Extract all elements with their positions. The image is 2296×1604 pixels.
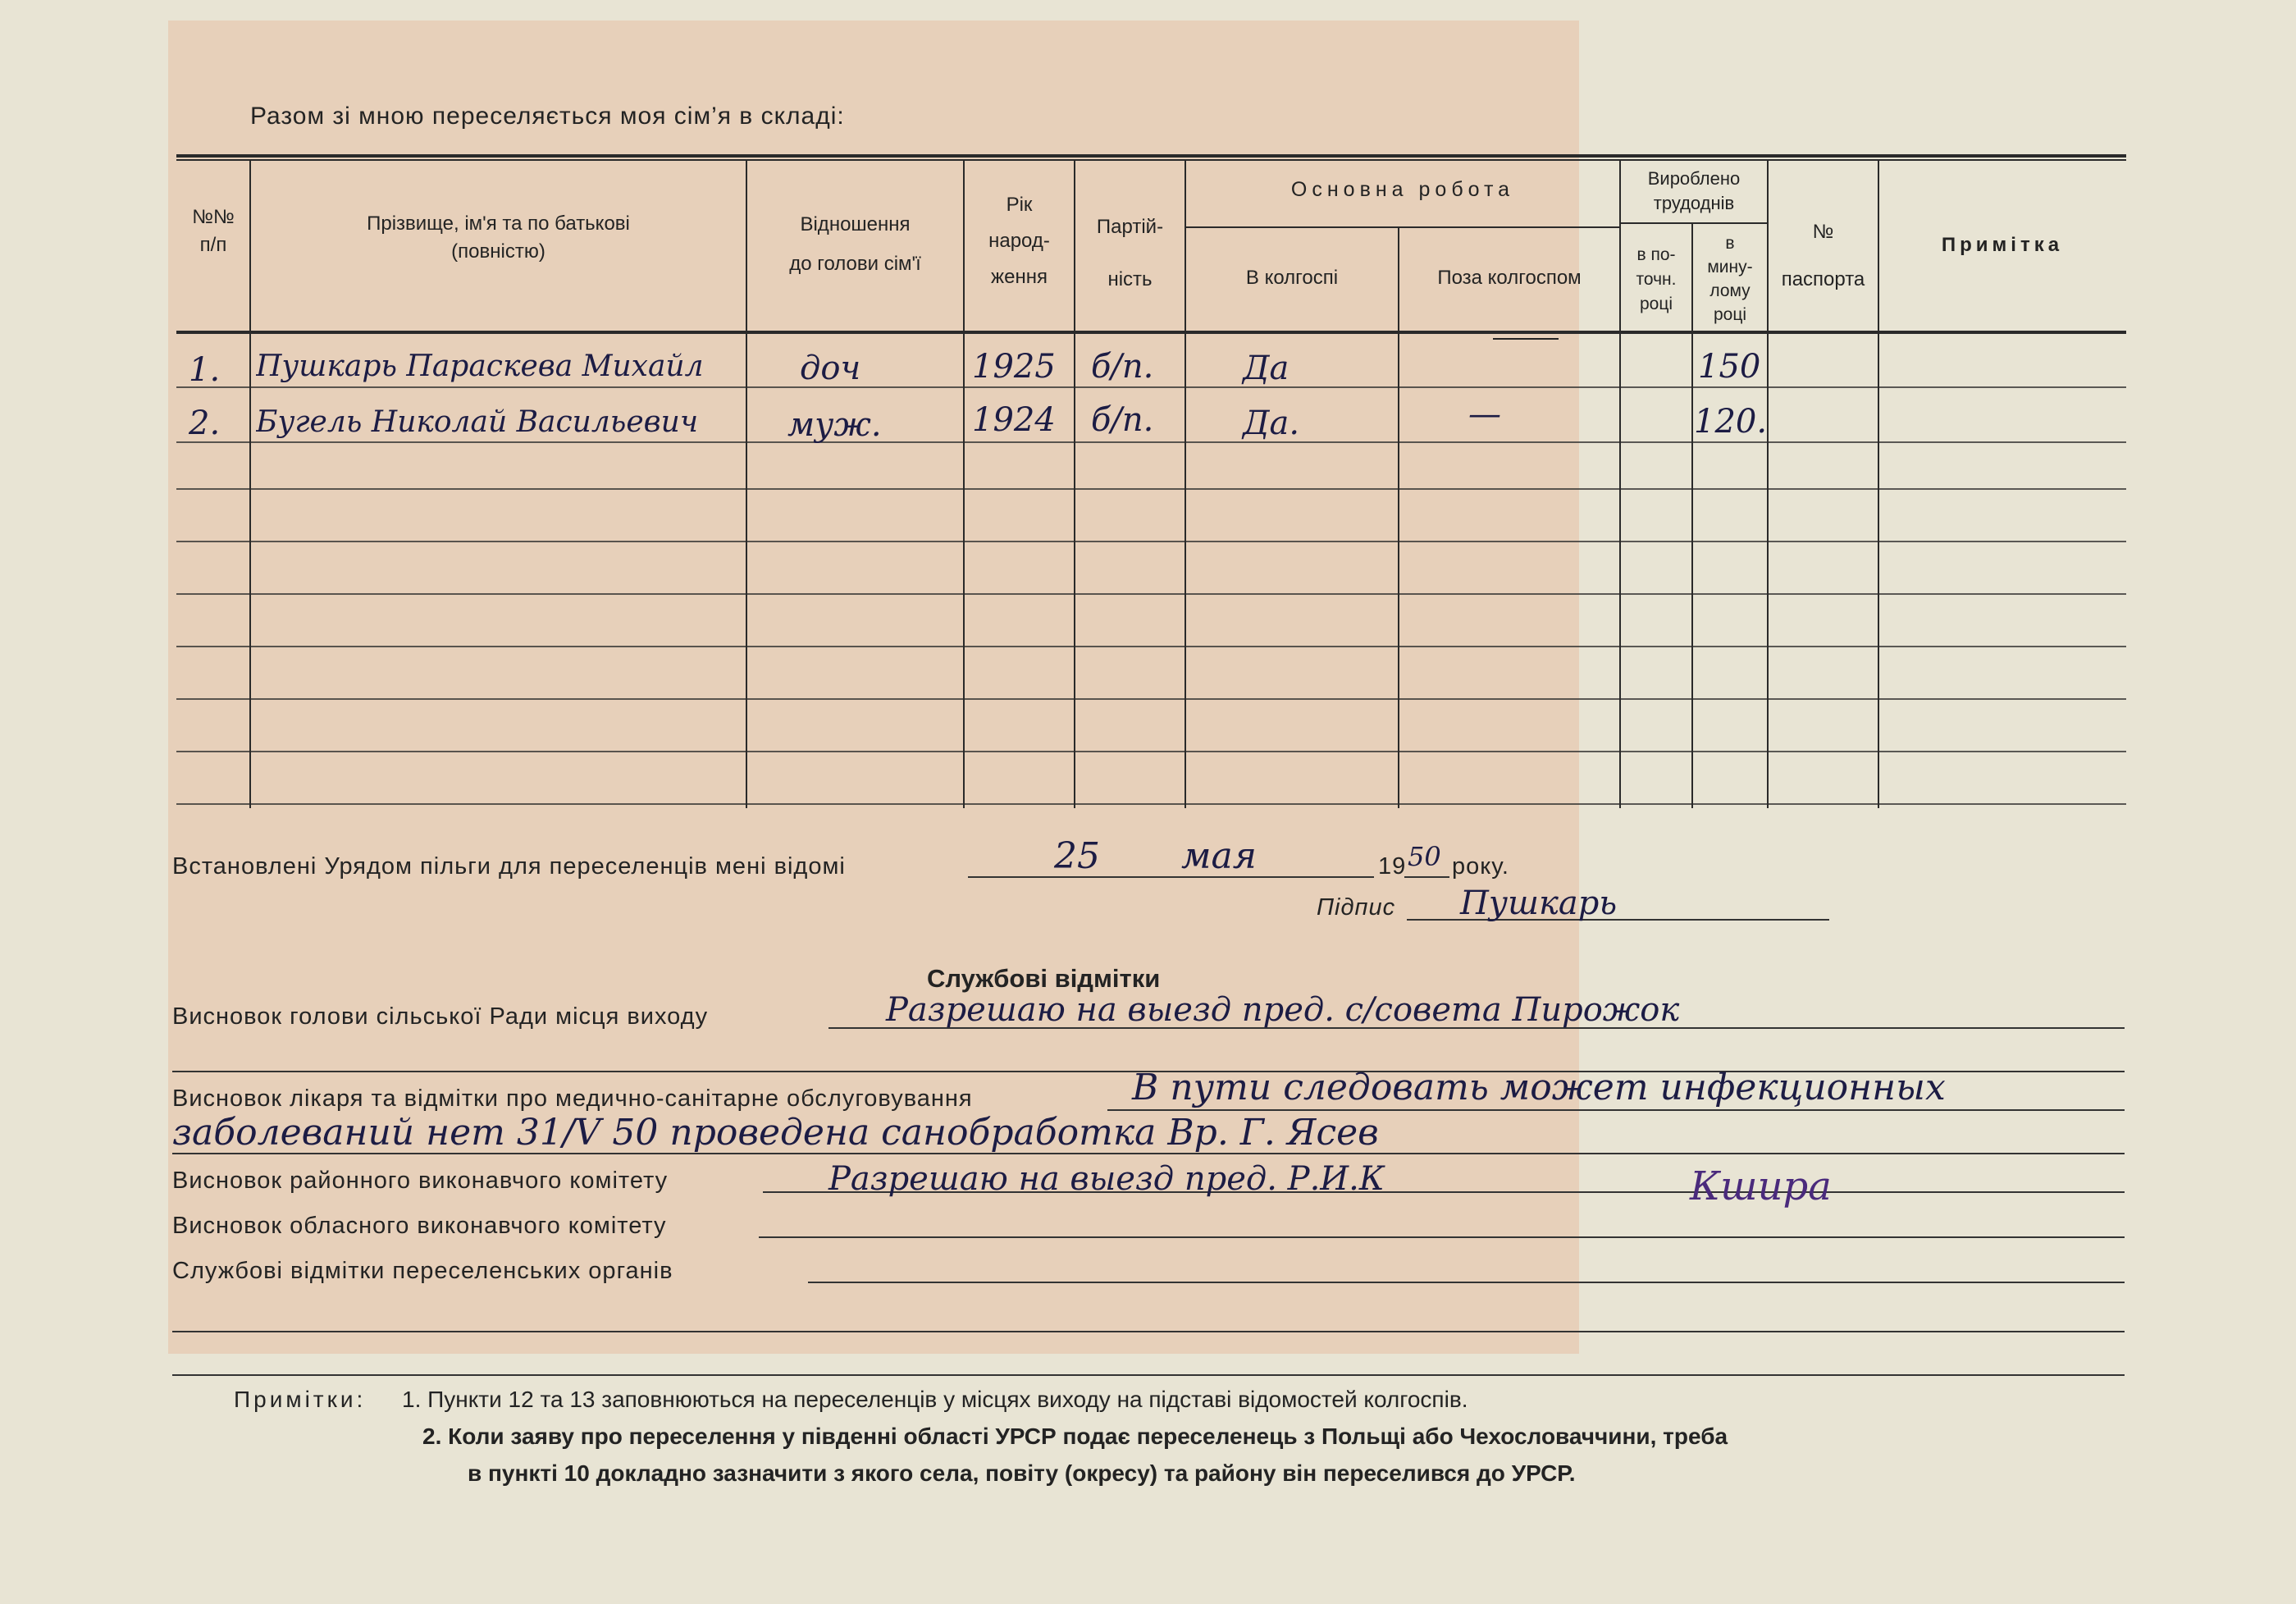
district-signature: Кшира — [1690, 1163, 1832, 1209]
row2-party: б/п. — [1091, 401, 1154, 439]
header-outside-kolhosp: Поза колгоспом — [1437, 267, 1582, 289]
resettlement-line — [808, 1282, 2125, 1283]
row2-in-kolhosp: Да. — [1243, 404, 1300, 442]
signature: Пушкарь — [1460, 884, 1618, 922]
header-note: Примітка — [1941, 234, 2064, 256]
header-current-year: в по- точн. році — [1636, 245, 1677, 313]
header-name: Прізвище, ім'я та по батькові (повністю) — [367, 212, 630, 263]
village-council-label: Висновок голови сільської Ради місця виходу — [172, 1003, 709, 1030]
year-line — [1404, 876, 1449, 878]
row1-relation: доч — [800, 350, 861, 387]
row2-outside-kolhosp: — — [1468, 395, 1501, 433]
intro-text: Разом зі мною переселяється моя сім’я в складі: — [250, 103, 845, 130]
row1-party: б/п. — [1091, 348, 1154, 386]
regional-label: Висновок обласного виконавчого комітету — [172, 1213, 667, 1239]
doctor-line — [1107, 1109, 2125, 1111]
signature-label: Підпис — [1317, 894, 1396, 921]
row1-name: Пушкарь Параскева Михайл — [256, 350, 704, 383]
benefits-label: Встановлені Урядом пільги для переселенців мені відомі — [172, 853, 846, 880]
note-1: 1. Пункти 12 та 13 заповнюються на переселенців у місцях виходу на підставі відомостей колгоспів. — [402, 1387, 1468, 1412]
doctor-label: Висновок лікаря та відмітки про медично-санітарне обслуговування — [172, 1085, 973, 1112]
row1-dash — [1493, 338, 1559, 340]
header-birth-year: Рік народ- ження — [988, 194, 1050, 288]
row2-num: 2. — [189, 404, 221, 442]
district-text: Разрешаю на выезд пред. Р.И.К — [828, 1160, 1385, 1198]
header-num: №№ п/п — [192, 206, 235, 256]
header-last-year: в мину- лому році — [1707, 234, 1753, 324]
doctor-text-1: В пути следовать может инфекционных — [1132, 1067, 1946, 1108]
official-title: Службові відмітки — [927, 964, 1161, 993]
row2-year: 1924 — [972, 401, 1056, 439]
regional-line — [759, 1236, 2125, 1238]
row1-year: 1925 — [972, 348, 1056, 386]
row1-last-year: 150 — [1698, 348, 1761, 386]
header-in-kolhosp: В колгоспі — [1245, 267, 1339, 289]
year-suffix: 50 — [1408, 841, 1441, 872]
row1-in-kolhosp: Да — [1243, 350, 1290, 387]
district-label: Висновок районного виконавчого комітету — [172, 1168, 669, 1194]
year-word: року. — [1452, 853, 1509, 880]
header-passport: № паспорта — [1781, 221, 1865, 290]
note-2b: в пункті 10 докладно зазначити з якого села, повіту (окресу) та району він переселився до УРСР. — [468, 1460, 1576, 1486]
blank-line-2 — [172, 1331, 2125, 1332]
year-prefix: 19 — [1378, 853, 1407, 880]
doctor-text-2: заболеваний нет 31/V 50 проведена санобработка Вр. Г. Ясев — [172, 1112, 1379, 1154]
row2-last-year: 120. — [1694, 403, 1768, 441]
row1-num: 1. — [189, 351, 221, 389]
header-relation: Відношення до голови сім'ї — [789, 213, 921, 275]
row2-relation: муж. — [787, 406, 882, 444]
header-main-work: Основна робота — [1290, 178, 1515, 201]
notes-label: Примітки: — [234, 1387, 367, 1412]
row2-name: Бугель Николай Васильевич — [256, 405, 699, 439]
benefits-day: 25 — [1054, 835, 1100, 877]
blank-line-3 — [172, 1374, 2125, 1376]
benefits-month: мая — [1181, 835, 1257, 877]
resettlement-label: Службові відмітки переселенських органів — [172, 1258, 673, 1284]
date-line — [968, 876, 1374, 878]
header-party: Партій- ність — [1096, 216, 1164, 290]
header-workdays: Вироблено трудоднів — [1647, 168, 1741, 213]
village-council-text: Разрешаю на выезд пред. с/совета Пирожок — [886, 991, 1680, 1029]
note-2a: 2. Коли заяву про переселення у південні області УРСР подає переселенець з Польщі або Чехословаччини, треба — [422, 1423, 1728, 1449]
